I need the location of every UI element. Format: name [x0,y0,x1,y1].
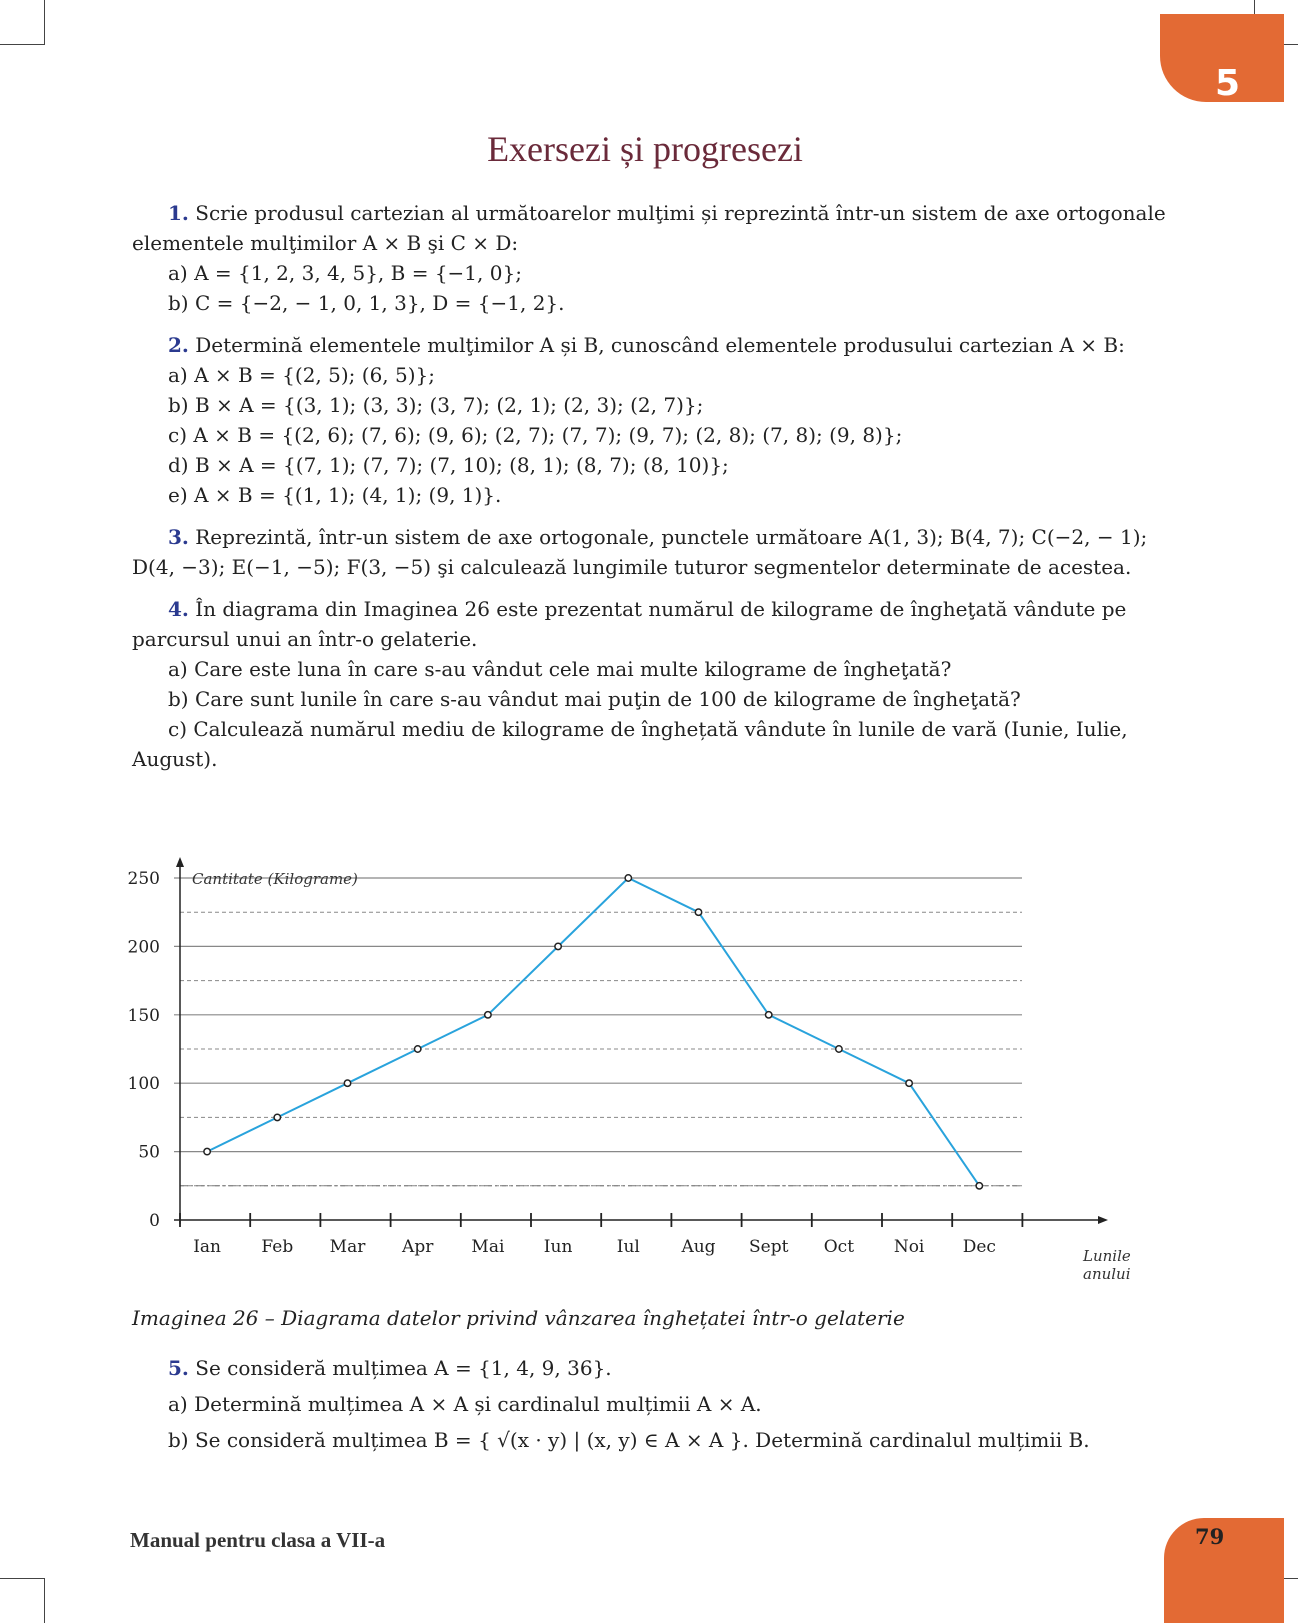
chapter-tab [1160,14,1284,102]
x-tick-label: Aug [681,1237,716,1257]
y-tick-label: 0 [149,1211,160,1231]
exercise-number: 5. [168,1356,189,1380]
footer-text: Manual pentru clasa a VII-a [130,1528,386,1552]
y-tick-label: 50 [138,1142,160,1163]
x-tick-label: Noi [893,1237,925,1257]
exercise-text: Determină elementele mulţimilor A și B, cunoscând elementele produsului cartezian A × B: [195,333,1125,357]
page-title: Exersezi și progresezi [487,129,803,169]
x-tick-label: Ian [193,1237,222,1257]
sales-chart [110,855,1170,1295]
exercise-item: b) Care sunt lunile în care s-au vândut mai puţin de 100 de kilograme de îngheţată? [168,687,1021,711]
y-tick-label: 150 [127,1005,160,1026]
exercise-item: a) Care este luna în care s-au vândut cele mai multe kilograme de îngheţată? [168,657,952,681]
exercise-text: Se consideră mulțimea A = {1, 4, 9, 36}. [195,1356,612,1380]
data-point [976,1183,982,1189]
x-tick-label: Dec [962,1237,996,1257]
y-tick-label: 200 [127,937,160,958]
exercise-4 [132,594,1168,774]
exercise-item: c) A × B = {(2, 6); (7, 6); (9, 6); (2, 7); (7, 7); (9, 7); (2, 8); (7, 8); (9, 8)}; [168,423,903,447]
page-number: 79 [1195,1524,1225,1549]
exercise-text: Reprezintă, într-un sistem de axe ortogonale, punctele următoare A(1, 3); B(4, 7); C(−2, − 1); D(4, −3); E(−1, −5); F(3, −5) şi calculează lungimile tuturor segmentelor determinate de acestea. [132,525,1148,579]
data-point [485,1012,491,1018]
data-point [344,1080,350,1086]
x-tick-label: Apr [402,1237,434,1257]
y-axis-label: Cantitate (Kilograme) [192,870,358,888]
x-tick-label: Mai [471,1237,505,1257]
exercise-item: e) A × B = {(1, 1); (4, 1); (9, 1)}. [168,483,502,507]
y-tick-label: 100 [127,1074,160,1095]
line-chart-svg [110,855,1170,1295]
exercise-1 [132,198,1168,318]
x-axis-label-line1: Lunile [1083,1247,1131,1265]
set-builder: { √(x · y) | (x, y) ∈ A × A } [478,1428,743,1452]
x-axis-arrow [1098,1216,1108,1224]
x-tick-label: Mar [329,1237,366,1257]
crop-mark [0,44,44,45]
exercise-number: 4. [168,597,189,621]
crop-mark [0,1578,44,1579]
chapter-number: 5 [1214,63,1240,104]
item-b-prefix: b) Se consideră mulțimea B = [168,1428,479,1452]
x-tick-label: Sept [748,1237,789,1257]
data-point [695,909,701,915]
item-b-suffix: . Determină cardinalul mulțimii B. [742,1428,1090,1452]
crop-mark [44,0,45,45]
data-point [836,1046,842,1052]
data-point [555,943,561,949]
data-point [274,1114,280,1120]
data-point [906,1080,912,1086]
exercise-item: d) B × A = {(7, 1); (7, 7); (7, 10); (8, 1); (8, 7); (8, 10)}; [168,453,729,477]
x-tick-label: Feb [261,1237,294,1257]
exercise-number: 3. [168,525,189,549]
exercise-item: b) C = {−2, − 1, 0, 1, 3}, D = {−1, 2}. [168,291,565,315]
x-ticks [193,1237,996,1257]
x-axis-label-line2: anului [1083,1265,1131,1283]
chart-grid [174,878,1022,1186]
x-tick-label: Iun [543,1237,573,1257]
exercise-5 [132,1350,1168,1458]
data-point [625,875,631,881]
data-point [766,1012,772,1018]
exercise-3 [132,522,1168,582]
y-ticks [128,869,160,1231]
x-tick-label: Oct [823,1237,855,1257]
y-axis-arrow [176,857,184,867]
exercise-text: În diagrama din Imaginea 26 este prezentat numărul de kilograme de îngheţată vândute pe parcursul unui an într-o gelaterie. [132,597,1127,651]
x-tick-label: Iul [616,1237,640,1257]
series-line [207,878,979,1186]
exercise-text: Scrie produsul cartezian al următoarelor mulţimi și reprezintă într-un sistem de axe ortogonale elementele mulţimilor A × B şi C × D: [132,201,1166,255]
exercise-item [132,1422,1168,1458]
y-tick-label: 250 [127,869,160,889]
figure-caption: Imaginea 26 – Diagrama datelor privind vânzarea înghețatei într-o gelaterie [132,1306,905,1330]
exercise-item: a) Determină mulțimea A × A și cardinalul mulțimii A × A. [168,1392,762,1416]
exercise-number: 2. [168,333,189,357]
exercise-number: 1. [168,201,189,225]
exercise-list [132,198,1168,774]
crop-mark [44,1578,45,1623]
exercise-item: a) A = {1, 2, 3, 4, 5}, B = {−1, 0}; [168,261,522,285]
data-point [415,1046,421,1052]
exercise-item: b) B × A = {(3, 1); (3, 3); (3, 7); (2, 1); (2, 3); (2, 7)}; [168,393,704,417]
exercise-2 [132,330,1168,510]
exercise-item: a) A × B = {(2, 5); (6, 5)}; [168,363,435,387]
exercise-item: c) Calculează numărul mediu de kilograme de înghețată vândute în lunile de vară (Iunie, Iulie, August). [132,717,1128,771]
data-point [204,1148,210,1154]
series-points [204,875,983,1189]
